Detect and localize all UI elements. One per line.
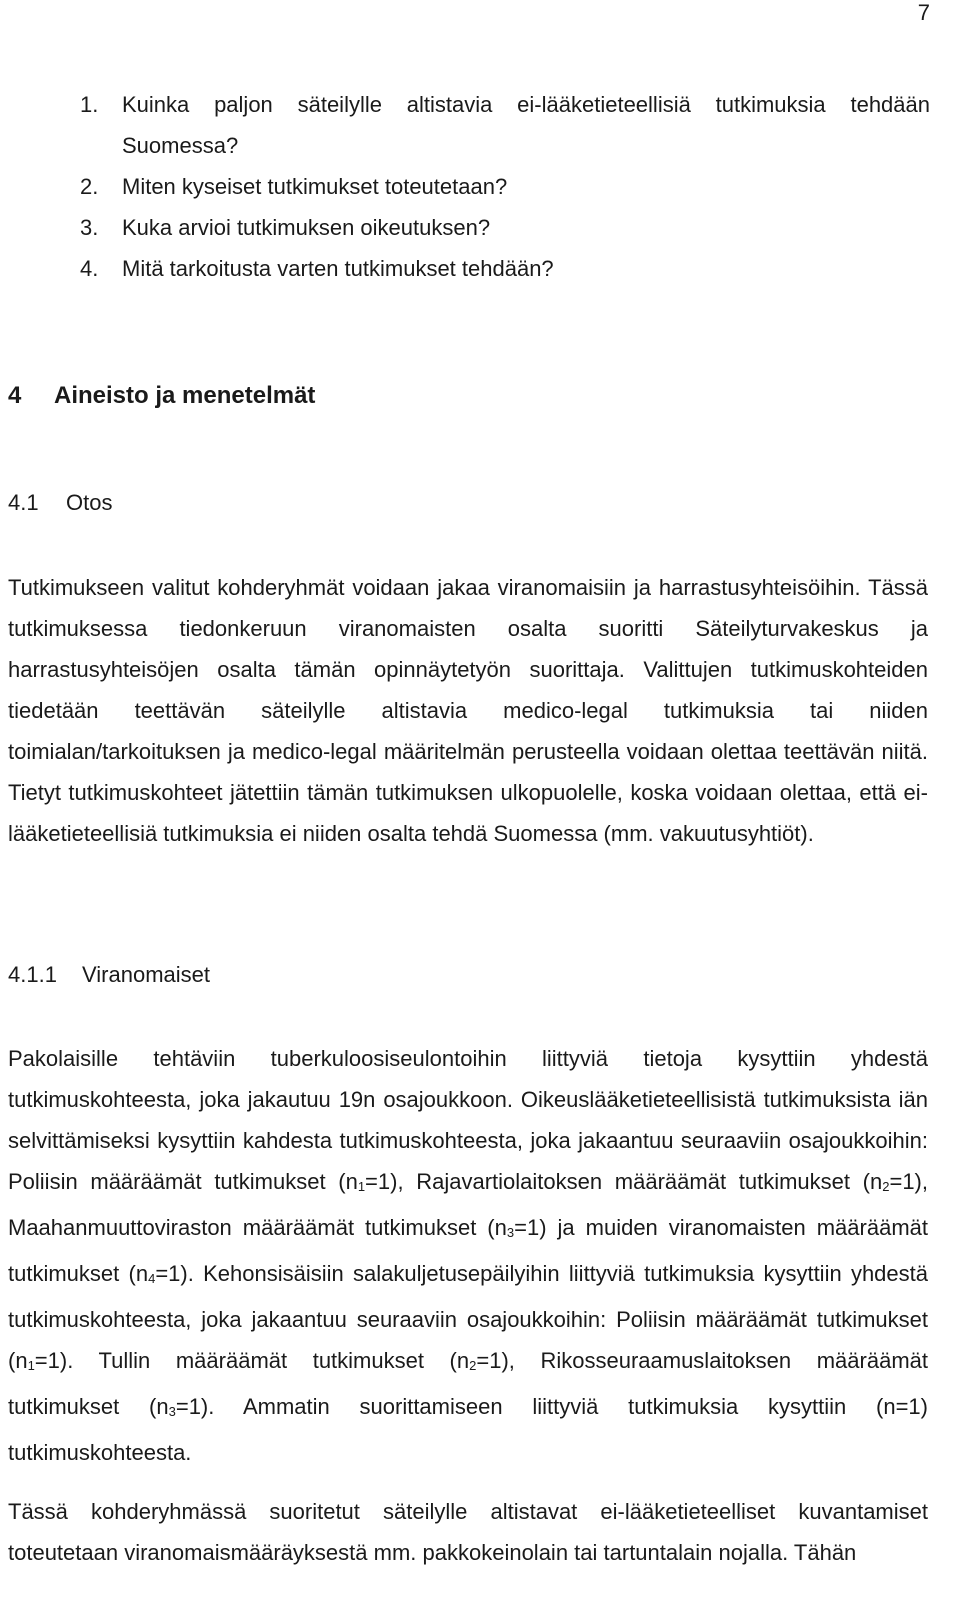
subscript: 2	[469, 1358, 477, 1373]
subscript: 4	[148, 1271, 156, 1286]
section-heading	[8, 382, 315, 410]
list-item	[80, 207, 930, 248]
body-paragraph: Tutkimukseen valitut kohderyhmät voidaan jakaa viranomaisiin ja harrastusyhteisöihin. Tässä tutkimuksessa tiedonkeruun viranomaisten osalta suoritti Säteilyturvakeskus ja harrastusyhteisöjen osalta tämän opinnäytetyön suorittaja. Valittujen tutkimuskohteiden tiedetään teettävän säteilylle altistavia medico-legal tutkimuksia tai niiden toimialan/tarkoituksen ja medico-legal määritelmän perusteella voidaan olettaa teettävän niitä. Tietyt tutkimuskohteet jätettiin tämän tutkimuksen ulkopuolelle, koska voidaan olettaa, että ei-lääketieteellisiä tutkimuksia ei niiden osalta tehdä Suomessa (mm. vakuutusyhtiöt).	[8, 575, 928, 846]
list-item-text: Mitä tarkoitusta varten tutkimukset tehdään?	[122, 256, 554, 281]
subsubsection-number: 4.1.1	[8, 962, 57, 987]
subscript: 1	[357, 1179, 366, 1194]
subsubsection-heading	[8, 962, 210, 988]
list-item	[80, 166, 930, 207]
list-item-text: Kuinka paljon säteilylle altistavia ei-lääketieteellisiä tutkimuksia tehdään Suomessa?	[122, 92, 930, 158]
list-item-number: 1.	[80, 92, 99, 117]
paragraph-text: =1), Rajavartiolaitoksen määräämät tutkimukset (n	[365, 1169, 883, 1194]
subscript: 1	[27, 1358, 35, 1373]
list-item-text: Miten kyseiset tutkimukset toteutetaan?	[122, 174, 508, 199]
list-item-number: 4.	[80, 256, 99, 281]
paragraph-text: =1) ja muiden viranomaisten määräämät tutkimukset (n	[8, 1215, 929, 1286]
page-number: 7	[917, 0, 930, 25]
section-title: Aineisto ja menetelmät	[54, 382, 316, 409]
paragraph-text: =1), Rikosseuraamuslaitoksen määräämät tutkimukset (n	[8, 1348, 928, 1419]
paragraph-text: Pakolaisille tehtäviin tuberkuloosiseulontoihin liittyviä tietoja kysyttiin yhdestä tutkimuskohteesta, joka jakautuu 19n osajoukkoon. Oikeuslääketieteellisistä tutkimuksista iän selvittämiseksi kysyttiin kahdesta tutkimuskohteesta, joka jakaantuu seuraaviin osajoukkoihin: Poliisin määräämät tutkimukset (n	[8, 1046, 928, 1194]
list-item	[80, 248, 930, 289]
paragraph-text: =1). Tullin määräämät tutkimukset (n	[34, 1348, 470, 1373]
paragraph-text: =1). Ammatin suorittamiseen liittyviä tutkimuksia kysyttiin (n=1) tutkimuskohteesta.	[8, 1394, 928, 1465]
body-paragraph: Tässä kohderyhmässä suoritetut säteilylle altistavat ei-lääketieteelliset kuvantamiset toteutetaan viranomaismääräyksestä mm. pakkokeinolain tai tartuntalain nojalla. Tähän	[8, 1499, 928, 1565]
research-questions-list	[80, 84, 930, 289]
list-item-number: 3.	[80, 215, 99, 240]
subsubsection-title: Viranomaiset	[82, 962, 210, 987]
list-item	[80, 84, 930, 166]
subsection-title: Otos	[66, 490, 113, 515]
subscript: 3	[506, 1225, 515, 1240]
body-paragraph	[8, 1038, 928, 1473]
subsection-heading	[8, 490, 112, 516]
list-item-text: Kuka arvioi tutkimuksen oikeutuksen?	[122, 215, 491, 240]
list-item-number: 2.	[80, 174, 99, 199]
subscript: 3	[168, 1404, 176, 1419]
subsection-number: 4.1	[8, 490, 39, 515]
subscript: 2	[882, 1179, 890, 1194]
section-number: 4	[8, 382, 22, 409]
paragraph-text: =1), Maahanmuuttoviraston määräämät tutkimukset (n	[8, 1169, 928, 1240]
paragraph-text: =1). Kehonsisäisiin salakuljetusepäilyihin liittyviä tutkimuksia kysyttiin yhdestä tutkimuskohteesta, joka jakaantuu seuraaviin osajoukkoihin: Poliisin määräämät tutkimukset (n	[8, 1261, 928, 1373]
